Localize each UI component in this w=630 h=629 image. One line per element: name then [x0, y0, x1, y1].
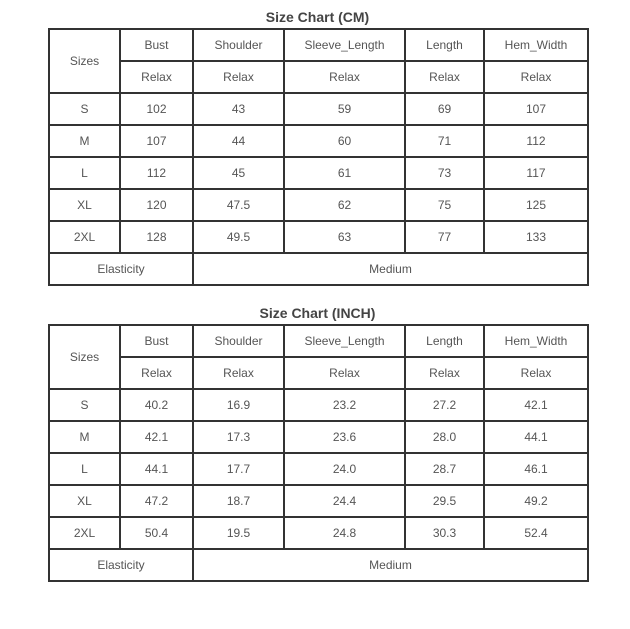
fit-cell: Relax	[405, 357, 484, 389]
elasticity-row	[49, 549, 588, 581]
table-row	[49, 485, 588, 517]
value-cell: 16.9	[193, 389, 284, 421]
size-cell: M	[49, 421, 120, 453]
header-length: Length	[405, 325, 484, 357]
value-cell: 128	[120, 221, 193, 253]
value-cell: 45	[193, 157, 284, 189]
value-cell: 30.3	[405, 517, 484, 549]
fit-cell: Relax	[193, 357, 284, 389]
value-cell: 17.3	[193, 421, 284, 453]
value-cell: 107	[484, 93, 588, 125]
size-table-inch	[48, 324, 589, 582]
value-cell: 44	[193, 125, 284, 157]
value-cell: 61	[284, 157, 405, 189]
size-cell: S	[49, 389, 120, 421]
value-cell: 29.5	[405, 485, 484, 517]
value-cell: 40.2	[120, 389, 193, 421]
elasticity-label: Elasticity	[49, 253, 193, 285]
size-cell: 2XL	[49, 517, 120, 549]
fit-cell: Relax	[484, 357, 588, 389]
value-cell: 62	[284, 189, 405, 221]
header-length: Length	[405, 29, 484, 61]
value-cell: 19.5	[193, 517, 284, 549]
value-cell: 102	[120, 93, 193, 125]
fit-cell: Relax	[405, 61, 484, 93]
value-cell: 42.1	[120, 421, 193, 453]
value-cell: 28.7	[405, 453, 484, 485]
fit-cell: Relax	[484, 61, 588, 93]
value-cell: 52.4	[484, 517, 588, 549]
value-cell: 42.1	[484, 389, 588, 421]
value-cell: 47.5	[193, 189, 284, 221]
table-row	[49, 421, 588, 453]
size-cell: S	[49, 93, 120, 125]
value-cell: 27.2	[405, 389, 484, 421]
value-cell: 23.2	[284, 389, 405, 421]
value-cell: 112	[484, 125, 588, 157]
value-cell: 73	[405, 157, 484, 189]
header-row	[49, 29, 588, 61]
fit-cell: Relax	[284, 357, 405, 389]
size-cell: 2XL	[49, 221, 120, 253]
value-cell: 17.7	[193, 453, 284, 485]
value-cell: 75	[405, 189, 484, 221]
header-row	[49, 325, 588, 357]
header-sleeve-length: Sleeve_Length	[284, 29, 405, 61]
fit-cell: Relax	[120, 61, 193, 93]
value-cell: 43	[193, 93, 284, 125]
table-row	[49, 517, 588, 549]
size-cell: M	[49, 125, 120, 157]
header-shoulder: Shoulder	[193, 29, 284, 61]
header-bust: Bust	[120, 29, 193, 61]
value-cell: 46.1	[484, 453, 588, 485]
value-cell: 120	[120, 189, 193, 221]
table-row	[49, 221, 588, 253]
value-cell: 18.7	[193, 485, 284, 517]
value-cell: 59	[284, 93, 405, 125]
fit-cell: Relax	[284, 61, 405, 93]
fit-cell: Relax	[120, 357, 193, 389]
elasticity-value: Medium	[193, 549, 588, 581]
fit-row	[49, 61, 588, 93]
value-cell: 49.5	[193, 221, 284, 253]
value-cell: 28.0	[405, 421, 484, 453]
size-cell: XL	[49, 485, 120, 517]
value-cell: 77	[405, 221, 484, 253]
size-cell: L	[49, 453, 120, 485]
value-cell: 23.6	[284, 421, 405, 453]
header-bust: Bust	[120, 325, 193, 357]
table-row	[49, 157, 588, 189]
value-cell: 44.1	[484, 421, 588, 453]
value-cell: 107	[120, 125, 193, 157]
sizes-header: Sizes	[49, 325, 120, 389]
value-cell: 49.2	[484, 485, 588, 517]
table-row	[49, 125, 588, 157]
value-cell: 133	[484, 221, 588, 253]
value-cell: 24.4	[284, 485, 405, 517]
value-cell: 63	[284, 221, 405, 253]
fit-row	[49, 357, 588, 389]
elasticity-label: Elasticity	[49, 549, 193, 581]
value-cell: 44.1	[120, 453, 193, 485]
table-row	[49, 389, 588, 421]
sizes-header: Sizes	[49, 29, 120, 93]
fit-cell: Relax	[193, 61, 284, 93]
value-cell: 60	[284, 125, 405, 157]
elasticity-row	[49, 253, 588, 285]
header-shoulder: Shoulder	[193, 325, 284, 357]
value-cell: 112	[120, 157, 193, 189]
header-hem-width: Hem_Width	[484, 325, 588, 357]
value-cell: 24.8	[284, 517, 405, 549]
value-cell: 117	[484, 157, 588, 189]
elasticity-value: Medium	[193, 253, 588, 285]
chart-title-cm: Size Chart (CM)	[265, 9, 370, 25]
table-row	[49, 453, 588, 485]
value-cell: 24.0	[284, 453, 405, 485]
table-row	[49, 93, 588, 125]
value-cell: 125	[484, 189, 588, 221]
size-cell: L	[49, 157, 120, 189]
value-cell: 69	[405, 93, 484, 125]
chart-title-inch: Size Chart (INCH)	[259, 305, 376, 321]
header-sleeve-length: Sleeve_Length	[284, 325, 405, 357]
size-cell: XL	[49, 189, 120, 221]
value-cell: 71	[405, 125, 484, 157]
value-cell: 50.4	[120, 517, 193, 549]
header-hem-width: Hem_Width	[484, 29, 588, 61]
size-table-cm	[48, 28, 589, 286]
value-cell: 47.2	[120, 485, 193, 517]
table-row	[49, 189, 588, 221]
